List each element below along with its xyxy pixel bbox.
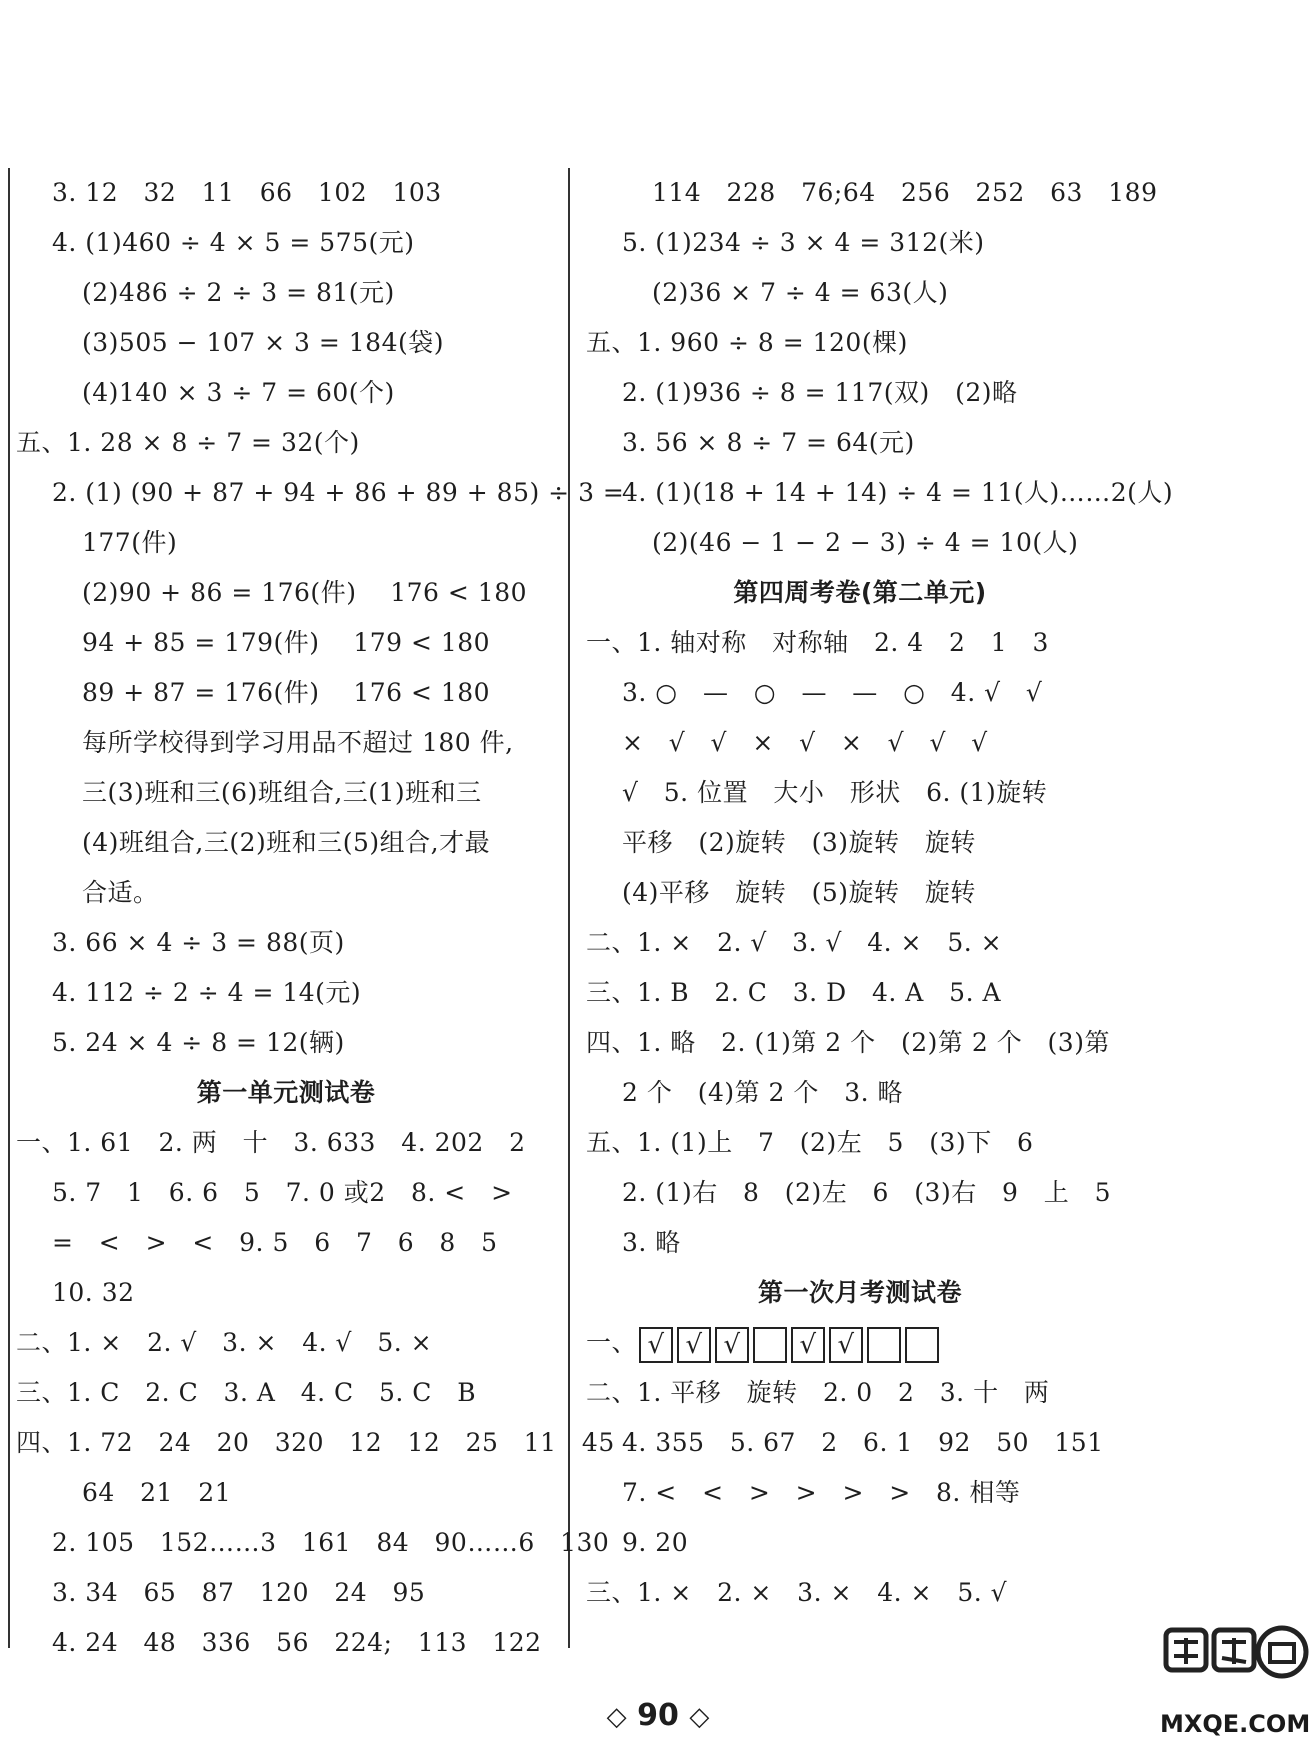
- answer-text: 3. 34 65 87 120 24 95: [52, 1578, 426, 1607]
- answer-text: 3. 12 32 11 66 102 103: [52, 178, 442, 207]
- answer-text: × √ √ × √ × √ √ √: [622, 728, 988, 757]
- answer-line: [10, 1618, 562, 1668]
- answer-line: [580, 918, 1140, 968]
- answer-text: 9. 20: [622, 1528, 689, 1557]
- answer-text: 五、1. 28 × 8 ÷ 7 = 32(个): [16, 428, 360, 457]
- answer-text: = < > < 9. 5 6 7 6 8 5: [52, 1228, 498, 1257]
- answer-line: [580, 418, 1140, 468]
- answer-line: [580, 668, 1140, 718]
- answer-line: [580, 1368, 1140, 1418]
- answer-text: (2)486 ÷ 2 ÷ 3 = 81(元): [82, 278, 395, 307]
- left-column: [10, 168, 625, 1668]
- answer-line: [10, 368, 562, 418]
- answer-box: [867, 1327, 901, 1363]
- answer-line: [10, 868, 562, 918]
- answer-line: [10, 468, 625, 518]
- answer-line: [10, 718, 562, 768]
- answer-line: [10, 618, 562, 668]
- section-heading-text: 第四周考卷(第二单元): [733, 578, 987, 607]
- answer-line: [10, 1218, 562, 1268]
- answer-text: 5. 24 × 4 ÷ 8 = 12(辆): [52, 1028, 345, 1057]
- answer-text: 二、1. × 2. √ 3. × 4. √ 5. ×: [16, 1328, 433, 1357]
- answer-text: 3. ○ — ○ — — ○ 4. √ √: [622, 678, 1043, 707]
- answer-line: [580, 768, 1140, 818]
- answer-text: 2 个 (4)第 2 个 3. 略: [622, 1078, 904, 1107]
- answer-box: √: [677, 1327, 711, 1363]
- answer-text: 2. (1)右 8 (2)左 6 (3)右 9 上 5: [622, 1178, 1112, 1207]
- answer-text: 2. (1) (90 + 87 + 94 + 86 + 89 + 85) ÷ 3 =: [52, 478, 625, 507]
- answer-text: 平移 (2)旋转 (3)旋转 旋转: [622, 828, 976, 857]
- answer-text: 每所学校得到学习用品不超过 180 件,: [82, 728, 514, 757]
- answer-line: [580, 318, 1140, 368]
- section-heading: [10, 1068, 562, 1118]
- footer-diamond-left-icon: ◇: [606, 1702, 627, 1732]
- answer-line: [580, 468, 1174, 518]
- answer-text: 三、1. × 2. × 3. × 4. × 5. √: [586, 1578, 1008, 1607]
- answer-text: 64 21 21: [82, 1478, 232, 1507]
- answer-line: [10, 218, 562, 268]
- answer-line: [580, 1518, 1140, 1568]
- answer-line: [10, 1318, 562, 1368]
- answer-text: 合适。: [82, 878, 159, 907]
- answer-line: [10, 918, 562, 968]
- answer-line: [580, 1018, 1140, 1068]
- answer-text: 五、1. (1)上 7 (2)左 5 (3)下 6: [586, 1128, 1034, 1157]
- footer-diamond-right-icon: ◇: [689, 1702, 710, 1732]
- answer-line: [10, 668, 562, 718]
- answer-text: 一、: [586, 1328, 638, 1357]
- answer-line: [10, 1468, 562, 1518]
- answer-line: [580, 818, 1140, 868]
- answer-line: [580, 868, 1140, 918]
- answer-text: 五、1. 960 ÷ 8 = 120(棵): [586, 328, 908, 357]
- answer-box: √: [791, 1327, 825, 1363]
- answer-text: 四、1. 略 2. (1)第 2 个 (2)第 2 个 (3)第: [586, 1028, 1110, 1057]
- answer-line: [580, 1118, 1140, 1168]
- answer-line: [580, 968, 1140, 1018]
- answer-line: [10, 268, 562, 318]
- answer-text: 7. < < > > > > 8. 相等: [622, 1478, 1021, 1507]
- answer-line: [580, 518, 1140, 568]
- answer-text: (3)505 − 107 × 3 = 184(袋): [82, 328, 444, 357]
- answer-line: [10, 818, 562, 868]
- answer-text: 3. 56 × 8 ÷ 7 = 64(元): [622, 428, 915, 457]
- section-heading: [580, 568, 1140, 618]
- answer-text: 四、1. 72 24 20 320 12 12 25 11 45: [16, 1428, 615, 1457]
- answer-text: 4. (1)(18 + 14 + 14) ÷ 4 = 11(人)……2(人): [622, 478, 1174, 507]
- answer-text: 5. (1)234 ÷ 3 × 4 = 312(米): [622, 228, 985, 257]
- right-column: [580, 168, 1174, 1618]
- answer-line: [580, 1168, 1140, 1218]
- answer-text: √ 5. 位置 大小 形状 6. (1)旋转: [622, 778, 1048, 807]
- answer-text: (2)(46 − 1 − 2 − 3) ÷ 4 = 10(人): [652, 528, 1079, 557]
- answer-text: 89 + 87 = 176(件) 176 < 180: [82, 678, 491, 707]
- answer-text: 一、1. 61 2. 两 十 3. 633 4. 202 2: [16, 1128, 526, 1157]
- answer-line: [10, 1118, 562, 1168]
- answer-box: √: [639, 1327, 673, 1363]
- answer-text: 2. 105 152……3 161 84 90……6 130: [52, 1528, 610, 1557]
- answer-line: [10, 768, 562, 818]
- answer-line: [580, 1468, 1140, 1518]
- answer-line: [10, 1518, 610, 1568]
- answer-line: [580, 1218, 1140, 1268]
- section-heading: [580, 1268, 1140, 1318]
- answer-text: (4)140 × 3 ÷ 7 = 60(个): [82, 378, 395, 407]
- section-heading-text: 第一次月考测试卷: [757, 1278, 962, 1307]
- answer-line: [580, 268, 1140, 318]
- answer-line: [10, 318, 562, 368]
- answer-line: [580, 218, 1140, 268]
- answer-text: 94 + 85 = 179(件) 179 < 180: [82, 628, 491, 657]
- answer-line: [10, 1568, 562, 1618]
- answer-line: [10, 1368, 562, 1418]
- answer-text: 177(件): [82, 528, 178, 557]
- page-footer: [0, 1698, 1316, 1733]
- answer-line: [10, 568, 562, 618]
- answer-text: 10. 32: [52, 1278, 135, 1307]
- answer-box: [905, 1327, 939, 1363]
- page-number: 90: [637, 1698, 679, 1733]
- answer-text: 二、1. × 2. √ 3. √ 4. × 5. ×: [586, 928, 1003, 957]
- answer-text: 二、1. 平移 旋转 2. 0 2 3. 十 两: [586, 1378, 1050, 1407]
- answer-text: 5. 7 1 6. 6 5 7. 0 或2 8. < >: [52, 1178, 513, 1207]
- answer-line: [580, 1568, 1140, 1618]
- section-heading-text: 第一单元测试卷: [196, 1078, 376, 1107]
- answer-text: (4)平移 旋转 (5)旋转 旋转: [622, 878, 976, 907]
- answer-text: 4. 112 ÷ 2 ÷ 4 = 14(元): [52, 978, 362, 1007]
- answer-text: 2. (1)936 ÷ 8 = 117(双) (2)略: [622, 378, 1018, 407]
- answer-line: [10, 1268, 562, 1318]
- column-divider: [568, 168, 570, 1648]
- answer-line: [580, 718, 1140, 768]
- answer-text: 三(3)班和三(6)班组合,三(1)班和三: [82, 778, 482, 807]
- answer-text: 4. 24 48 336 56 224; 113 122: [52, 1628, 542, 1657]
- answer-line: [10, 1018, 562, 1068]
- answer-text: (4)班组合,三(2)班和三(5)组合,才最: [82, 828, 491, 857]
- watermark-logo: [1160, 1612, 1310, 1738]
- answer-line: [10, 1418, 615, 1468]
- answer-line: [580, 618, 1140, 668]
- answer-text: 三、1. C 2. C 3. A 4. C 5. C B: [16, 1378, 477, 1407]
- watermark-text: MXQE.COM: [1160, 1710, 1311, 1738]
- watermark-seal-icon: [1160, 1612, 1310, 1712]
- answer-line: [580, 1418, 1140, 1468]
- answer-line: [580, 1318, 1140, 1368]
- answer-text: 3. 略: [622, 1228, 681, 1257]
- answer-text: (2)90 + 86 = 176(件) 176 < 180: [82, 578, 528, 607]
- answer-text: 4. (1)460 ÷ 4 × 5 = 575(元): [52, 228, 415, 257]
- answer-line: [580, 368, 1140, 418]
- answer-boxes: [639, 1327, 943, 1363]
- answer-text: 4. 355 5. 67 2 6. 1 92 50 151: [622, 1428, 1104, 1457]
- answer-line: [10, 418, 562, 468]
- answer-line: [10, 968, 562, 1018]
- answer-line: [10, 1168, 562, 1218]
- answer-line: [580, 1068, 1140, 1118]
- answer-line: [10, 518, 562, 568]
- answer-line: [10, 168, 562, 218]
- answer-text: 一、1. 轴对称 对称轴 2. 4 2 1 3: [586, 628, 1049, 657]
- answer-line: [580, 168, 1158, 218]
- answer-box: [753, 1327, 787, 1363]
- answer-text: 三、1. B 2. C 3. D 4. A 5. A: [586, 978, 1002, 1007]
- answer-box: √: [829, 1327, 863, 1363]
- answer-box: √: [715, 1327, 749, 1363]
- answer-text: 3. 66 × 4 ÷ 3 = 88(页): [52, 928, 345, 957]
- answer-text: (2)36 × 7 ÷ 4 = 63(人): [652, 278, 949, 307]
- answer-text: 114 228 76;64 256 252 63 189: [652, 178, 1158, 207]
